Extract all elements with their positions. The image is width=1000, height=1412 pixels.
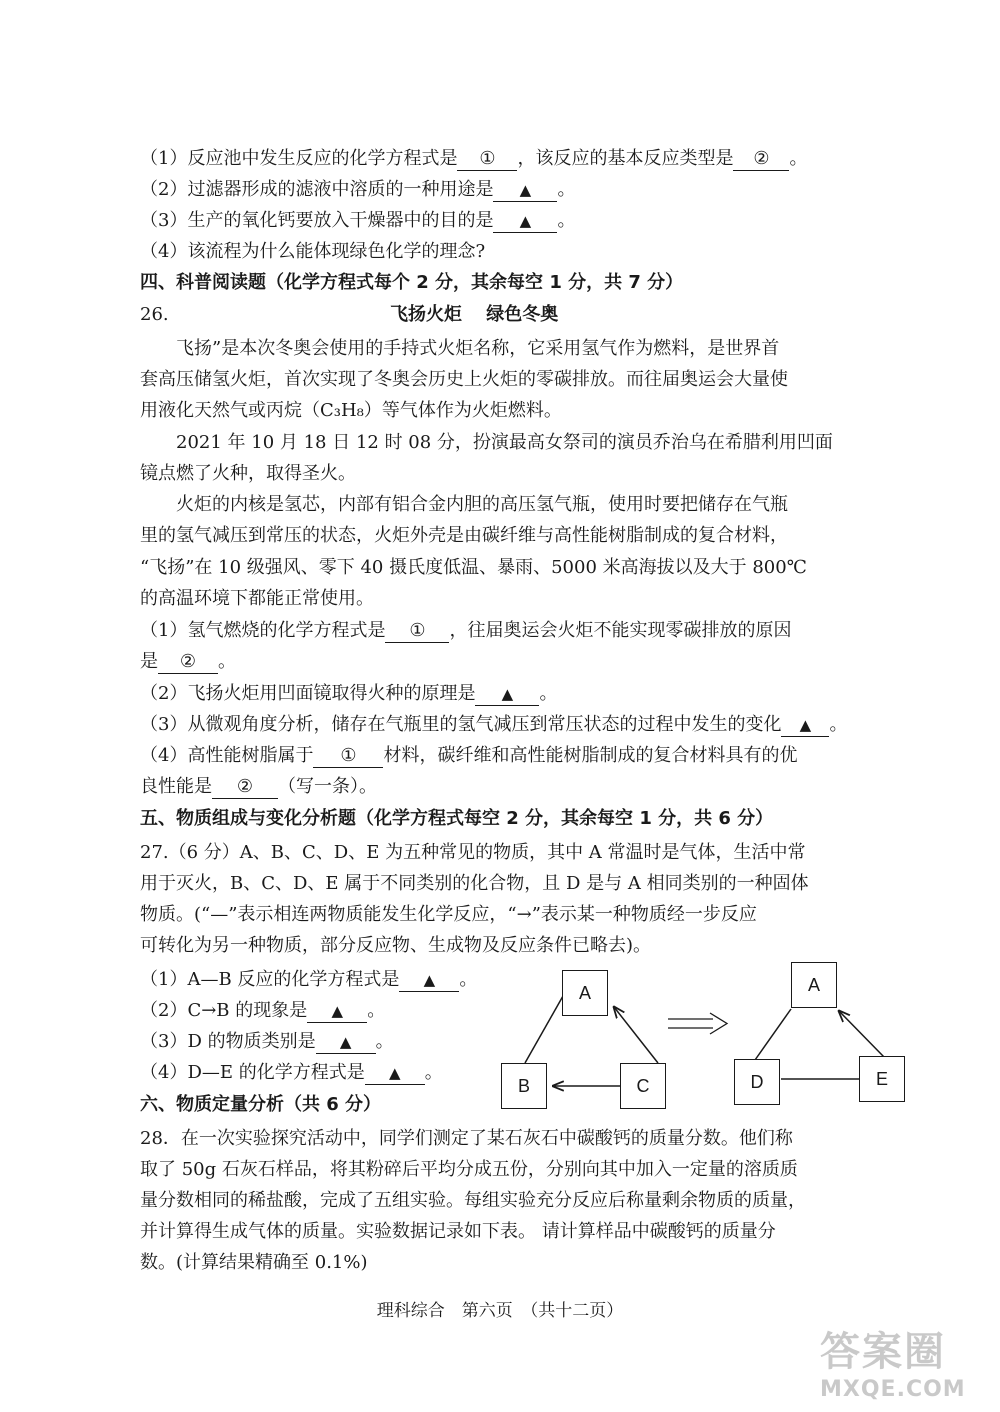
node-b: B (501, 1063, 547, 1109)
connector-a-b (525, 996, 563, 1063)
section-5-heading: 五、物质组成与变化分析题（化学方程式每空 2 分，其余每空 1 分，共 6 分） (140, 808, 774, 829)
node-d: D (734, 1059, 780, 1105)
q26-para: 火炬的内核是氢芯，内部有铝合金内胆的高压氢气瓶，使用时要把储存在气瓶 (176, 494, 788, 515)
q27-para: 可转化为另一种物质，部分反应物、生成物及反应条件已略去)。 (140, 935, 652, 956)
q26-sub-4: （4）高性能树脂属于 ① 材料，碳纤维和高性能树脂制成的复合材料具有的优 (140, 745, 798, 766)
q25-line-2: （2）过滤器形成的滤液中溶质的一种用途是 ▲ 。 (140, 179, 576, 200)
q26-para: 飞扬”是本次冬奥会使用的手持式火炬名称，它采用氢气作为燃料，是世界首 (176, 338, 780, 359)
blank[interactable]: ① (385, 620, 449, 643)
connector-a-d (755, 1009, 791, 1060)
blank[interactable]: ② (212, 776, 278, 799)
blank[interactable]: ① (313, 745, 383, 768)
section-4-heading: 四、科普阅读题（化学方程式每个 2 分，其余每空 1 分，共 7 分） (140, 272, 684, 293)
blank[interactable]: ▲ (781, 714, 829, 737)
q26-number: 26. (140, 304, 169, 325)
q26-title: 飞扬火炬 绿色冬奥 (390, 304, 559, 325)
q25-line-1: （1）反应池中发生反应的化学方程式是 ① ，该反应的基本反应类型是 ② 。 (140, 148, 808, 169)
q25-line-3: （3）生产的氧化钙要放入干燥器中的目的是 ▲ 。 (140, 210, 576, 231)
q27-para: 27.（6 分）A、B、C、D、E 为五种常见的物质，其中 A 常温时是气体，生活中常 (140, 842, 806, 863)
section-6-heading: 六、物质定量分析（共 6 分） (140, 1094, 382, 1115)
q27-para: 物质。(“—”表示相连两物质能发生化学反应，“→”表示某一种物质经一步反应 (140, 904, 757, 925)
q27-sub-1: （1）A—B 反应的化学方程式是 ▲ 。 (140, 969, 478, 990)
q26-sub-3: （3）从微观角度分析，储存在气瓶里的氢气减压到常压状态的过程中发生的变化 ▲ 。 (140, 714, 848, 735)
q26-para: 用液化天然气或丙烷（C₃H₈）等气体作为火炬燃料。 (140, 400, 562, 421)
q28-para: 28．在一次实验探究活动中，同学们测定了某石灰石中碳酸钙的质量分数。他们称 (140, 1128, 793, 1149)
node-a: A (562, 970, 608, 1016)
q26-para: “飞扬”在 10 级强风、零下 40 摄氏度低温、暴雨、5000 米高海拔以及大于 800℃ (140, 557, 807, 578)
node-c: C (620, 1063, 666, 1109)
arrow-c-to-a (614, 1007, 658, 1063)
q28-para: 量分数相同的稀盐酸，完成了五组实验。每组实验充分反应后称量剩余物质的质量， (140, 1190, 806, 1211)
q28-para: 取了 50g 石灰石样品，将其粉碎后平均分成五份，分别向其中加入一定量的溶质质 (140, 1159, 798, 1180)
q26-sub-2: （2）飞扬火炬用凹面镜取得火种的原理是 ▲ 。 (140, 683, 558, 704)
q26-para: 的高温环境下都能正常使用。 (140, 588, 374, 609)
q28-para: 并计算得生成气体的质量。实验数据记录如下表。 请计算样品中碳酸钙的质量分 (140, 1221, 776, 1242)
blank[interactable]: ▲ (316, 1031, 376, 1054)
q27-sub-2: （2）C→B 的现象是 ▲ 。 (140, 1000, 386, 1021)
blank[interactable]: ② (158, 651, 218, 674)
node-a: A (791, 962, 837, 1008)
q27-para: 用于灭火，B、C、D、E 属于不同类别的化合物，且 D 是与 A 相同类别的一种固体 (140, 873, 809, 894)
q26-para: 套高压储氢火炬，首次实现了冬奥会历史上火炬的零碳排放。而往届奥运会大量使 (140, 369, 788, 390)
arrow-e-to-a (839, 1011, 884, 1057)
blank[interactable]: ▲ (475, 683, 539, 706)
transform-arrow-head (710, 1013, 727, 1034)
q26-sub-1-cont: 是 ② 。 (140, 651, 236, 672)
blank[interactable]: ① (457, 148, 517, 171)
blank[interactable]: ▲ (493, 179, 557, 202)
node-e: E (859, 1056, 905, 1102)
q26-para: 里的氢气减压到常压的状态，火炬外壳是由碳纤维与高性能树脂制成的复合材料， (140, 525, 788, 546)
watermark-logo: 答案圈 MXQE.COM (820, 1329, 966, 1402)
q26-para: 2021 年 10 月 18 日 12 时 08 分，扮演最高女祭司的演员乔治乌在希腊利用凹面 (176, 432, 833, 453)
q27-sub-4: （4）D—E 的化学方程式是 ▲ 。 (140, 1062, 443, 1083)
q28-para: 数。(计算结果精确至 0.1%) (140, 1252, 368, 1273)
q26-para: 镜点燃了火种，取得圣火。 (140, 463, 356, 484)
blank[interactable]: ▲ (365, 1062, 425, 1085)
q26-sub-1: （1）氢气燃烧的化学方程式是 ① ，往届奥运会火炬不能实现零碳排放的原因 (140, 620, 792, 641)
blank[interactable]: ▲ (399, 969, 459, 992)
q26-sub-4-cont: 良性能是 ② （写一条）。 (140, 776, 377, 797)
q27-sub-3: （3）D 的物质类别是 ▲ 。 (140, 1031, 394, 1052)
blank[interactable]: ② (733, 148, 789, 171)
page-footer: 理科综合 第六页 （共十二页） (376, 1301, 624, 1321)
q25-line-4: （4）该流程为什么能体现绿色化学的理念? (140, 241, 486, 262)
blank[interactable]: ▲ (307, 1000, 367, 1023)
blank[interactable]: ▲ (493, 210, 557, 233)
